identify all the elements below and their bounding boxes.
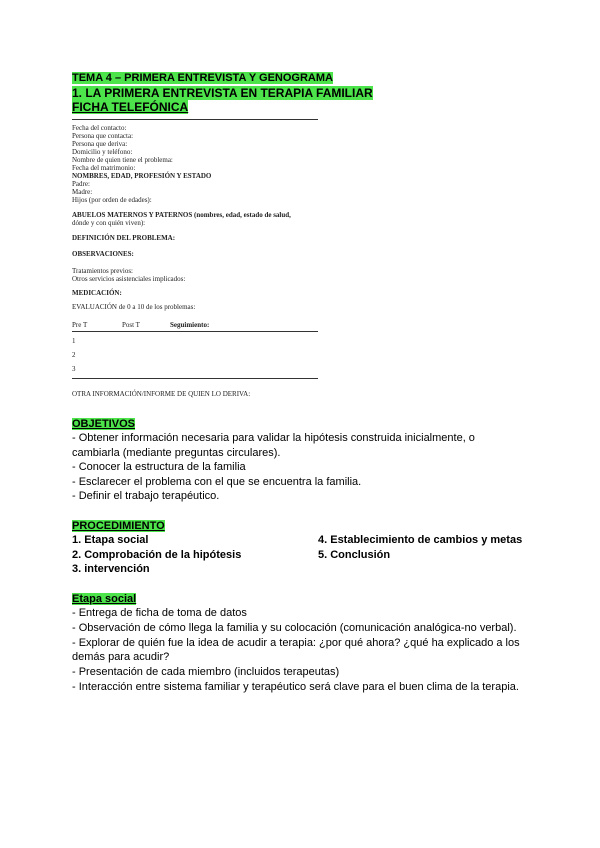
etapa-line: - Explorar de quién fue la idea de acudir a terapia: ¿por qué ahora? ¿qué ha explicado a los (72, 637, 520, 649)
etapa-line: - Entrega de ficha de toma de datos (72, 607, 247, 619)
ficha-title: FICHA TELEFÓNICA (72, 100, 189, 114)
form-abuelos-2: dónde y con quién viven): (72, 219, 146, 227)
form-abuelos: ABUELOS MATERNOS Y PATERNOS (nombres, edad, estado de salud, (72, 211, 291, 219)
scanned-form (72, 117, 322, 402)
form-line: Fecha del contacto: (72, 124, 127, 132)
form-line: NOMBRES, EDAD, PROFESIÓN Y ESTADO (72, 172, 212, 180)
form-line: Persona que contacta: (72, 132, 134, 140)
objetivos-line: - Obtener información necesaria para validar la hipótesis construida inicialmente, o (72, 432, 475, 444)
form-line: Domicilio y teléfono: (72, 148, 133, 156)
objetivos-title: OBJETIVOS (72, 418, 135, 430)
etapa-social-title: Etapa social (72, 593, 137, 605)
etapa-line: - Observación de cómo llega la familia y su colocación (comunicación analógica-no verbal). (72, 622, 517, 634)
tema-title: TEMA 4 – PRIMERA ENTREVISTA Y GENOGRAMA (72, 72, 333, 84)
form-pre: Pre T (72, 321, 88, 329)
form-line: Fecha del matrimonio: (72, 164, 136, 172)
objetivos-line: - Esclarecer el problema con el que se encuentra la familia. (72, 476, 362, 488)
form-rule (72, 119, 318, 120)
form-line: Padre: (72, 180, 90, 188)
form-line: Persona que deriva: (72, 140, 128, 148)
form-line: Nombre de quien tiene el problema: (72, 156, 173, 164)
objetivos-line: - Definir el trabajo terapéutico. (72, 490, 220, 502)
form-observaciones: OBSERVACIONES: (72, 250, 134, 258)
form-rule (72, 378, 318, 379)
form-number: 1 (72, 337, 76, 345)
form-evaluacion: EVALUACIÓN de 0 a 10 de los problemas: (72, 303, 196, 311)
form-definicion: DEFINICIÓN DEL PROBLEMA: (72, 234, 176, 242)
section-title: 1. LA PRIMERA ENTREVISTA EN TERAPIA FAMILIAR (72, 86, 373, 100)
proc-step: 1. Etapa social (72, 534, 149, 546)
procedimiento-title: PROCEDIMIENTO (72, 520, 165, 532)
form-post: Post T (122, 321, 140, 329)
proc-step: 2. Comprobación de la hipótesis (72, 549, 242, 561)
form-line: Madre: (72, 188, 93, 196)
form-rule (72, 331, 318, 332)
etapa-line: - Presentación de cada miembro (incluidos terapeutas) (72, 666, 340, 678)
form-seguimiento: Seguimiento: (170, 321, 210, 329)
form-tratamientos: Tratamientos previos: (72, 267, 133, 275)
form-otros: Otros servicios asistenciales implicados: (72, 275, 186, 283)
objetivos-line: cambiarla (mediante preguntas circulares). (72, 447, 281, 459)
etapa-line: demás para acudir? (72, 651, 170, 663)
proc-step: 4. Establecimiento de cambios y metas (318, 534, 523, 546)
proc-step: 5. Conclusión (318, 549, 391, 561)
etapa-line: - Interacción entre sistema familiar y terapéutico será clave para el buen clima de la terapia. (72, 681, 519, 693)
form-otra: OTRA INFORMACIÓN/INFORME DE QUIEN LO DERIVA: (72, 390, 251, 398)
form-number: 3 (72, 365, 76, 373)
objetivos-line: - Conocer la estructura de la familia (72, 461, 246, 473)
form-number: 2 (72, 351, 76, 359)
form-medicacion: MEDICACIÓN: (72, 289, 122, 297)
form-line: Hijos (por orden de edades): (72, 196, 152, 204)
proc-step: 3. intervención (72, 563, 150, 575)
